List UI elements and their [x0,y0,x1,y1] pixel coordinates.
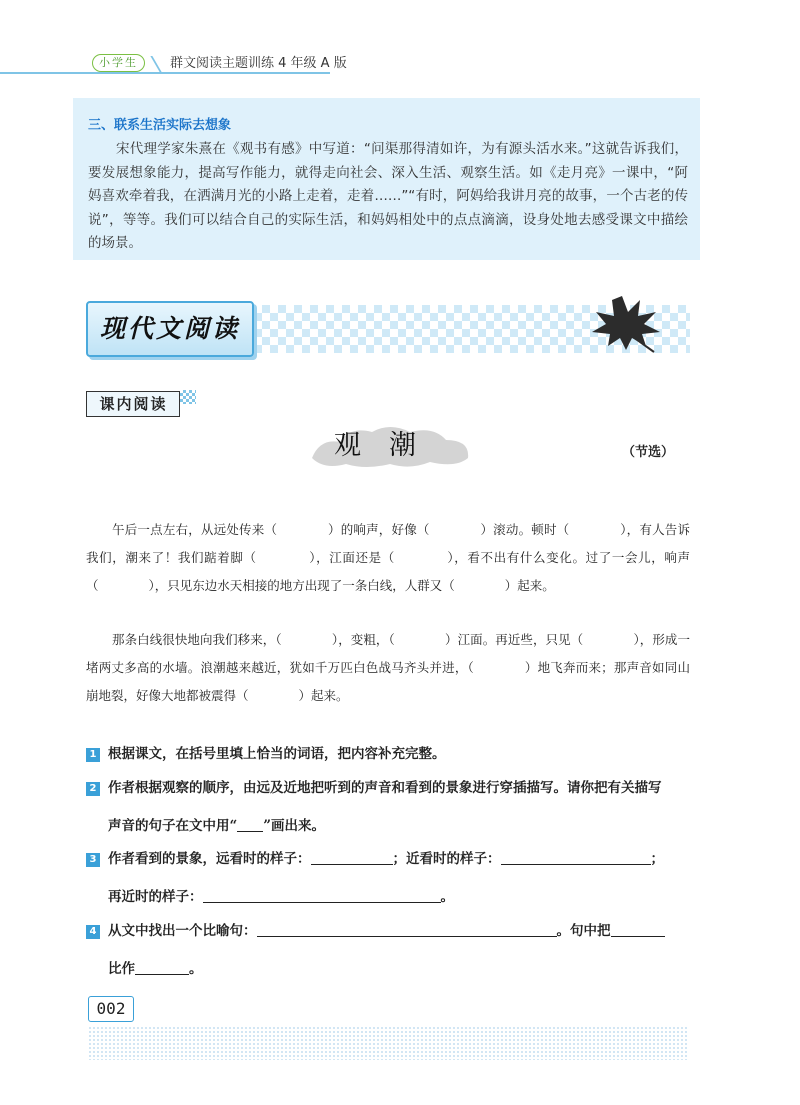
passage-paragraph-2: 那条白线很快地向我们移来，（ ），变粗，（ ）江面。再近些，只见（ ），形成一堵两丈多高的水墙。浪潮越来越近，犹如千万匹白色战马齐头并进，（ ）地飞奔而来；那声音如同山崩地裂，好像大地都被震得（ ）起来。 [86,632,690,703]
question-text: ”画出来。 [263,818,326,834]
section-banner-title: 现代文阅读 [99,314,240,343]
question-number-badge: 1 [86,748,100,762]
answer-blank[interactable] [257,922,557,937]
tip-title: 三、联系生活实际去想象 [88,118,232,133]
article-title: 观潮 [334,430,444,461]
answer-blank[interactable] [501,850,651,865]
question-text: 从文中找出一个比喻句： [108,923,257,939]
question-text: 。句中把 [556,923,611,939]
question-text: 声音的句子在文中用“ [108,818,238,834]
answer-blank[interactable] [203,888,441,903]
answer-blank[interactable] [611,922,665,937]
question-number-badge: 4 [86,925,100,939]
question-number-badge: 2 [86,782,100,796]
header-rule [0,72,330,74]
question-4 [86,914,696,986]
answer-blank[interactable] [135,960,189,975]
answer-blank[interactable] [311,850,393,865]
question-text: 比作 [108,961,135,977]
question-text: 作者看到的景象，远看时的样子： [108,851,311,867]
book-title: 群文阅读主题训练 4 年级 A 版 [170,56,347,71]
question-2 [86,771,696,843]
question-1 [86,737,696,771]
question-text: ；近看时的样子： [392,851,501,867]
question-text: 再近时的样子： [108,889,203,905]
article-excerpt-note: （节选） [622,445,675,460]
question-text: 作者根据观察的顺序，由远及近地把听到的声音和看到的景象进行穿插描写。请你把有关描写 [108,780,662,796]
subsection-label: 课内阅读 [99,395,168,413]
maple-leaf-icon [588,292,662,354]
question-text: 。 [189,961,203,977]
subsection-checker [180,390,196,404]
footer-dot-pattern [88,1026,688,1060]
underline-sample [237,817,263,832]
question-text: 。 [440,889,454,905]
page-number: 002 [88,996,134,1022]
brand-badge: 小学生 [92,54,145,72]
tip-body: 宋代理学家朱熹在《观书有感》中写道：“问渠那得清如许，为有源头活水来。”这就告诉我们，要发展想象能力，提高写作能力，就得走向社会、深入生活、观察生活。如《走月亮》一课中，“阿妈喜欢牵着我，在洒满月光的小路上走着，走着……”“有时，阿妈给我讲月亮的故事，一个古老的传说”，等等。我们可以结合自己的实际生活，和妈妈相处中的点点滴滴，设身处地去感受课文中描绘的场景。 [88,141,688,251]
question-text: 根据课文，在括号里填上恰当的词语，把内容补充完整。 [108,746,446,762]
question-text: ； [650,851,664,867]
question-3 [86,842,696,914]
question-number-badge: 3 [86,853,100,867]
passage-paragraph-1: 午后一点左右，从远处传来（ ）的响声，好像（ ）滚动。顿时（ ），有人告诉我们，潮来了！我们踮着脚（ ），江面还是（ ），看不出有什么变化。过了一会儿，响声（ ），只见东边水天相接的地方出现了一条白线，人群又（ ）起来。 [86,522,690,593]
